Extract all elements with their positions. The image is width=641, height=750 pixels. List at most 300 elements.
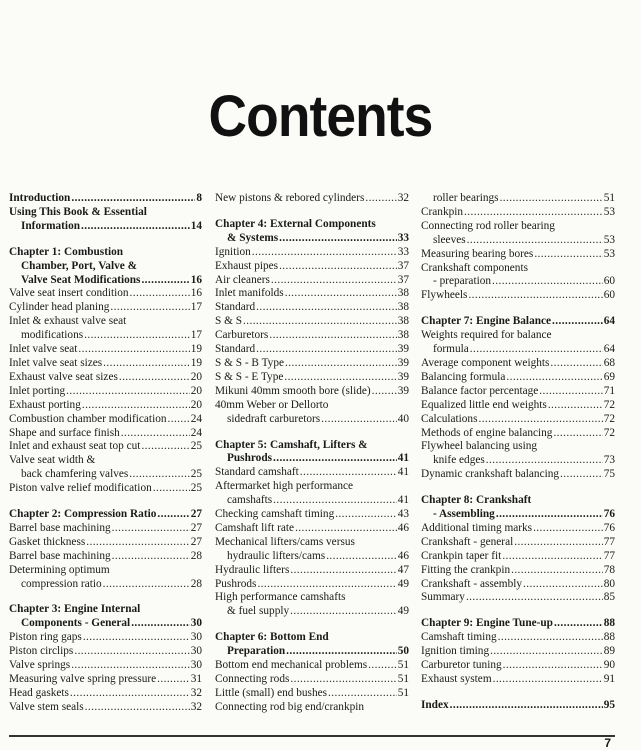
entry-title: camshafts [227, 494, 273, 507]
toc-entry [421, 357, 615, 371]
dot-leader [464, 206, 603, 220]
toc-entry [9, 631, 202, 645]
toc-entry [421, 220, 615, 248]
toc-line [215, 466, 409, 480]
entry-title: Inlet porting [9, 384, 66, 397]
dot-leader [498, 631, 603, 645]
entry-page: 16 [190, 287, 202, 300]
dot-leader [141, 274, 189, 288]
entry-page: 16 [190, 273, 202, 286]
dot-leader [157, 508, 189, 522]
entry-title: Measuring valve spring pressure [9, 673, 157, 685]
toc-line [421, 631, 615, 645]
toc-line [421, 371, 615, 385]
entry-title: back chamfering valves [21, 468, 129, 481]
toc-column-2 [215, 192, 409, 715]
toc-line [215, 343, 409, 357]
dot-leader [269, 329, 396, 343]
dot-leader [511, 564, 603, 578]
toc-line [9, 468, 202, 482]
entry-title: Average component weights [421, 356, 550, 369]
entry-title: Air cleaners [215, 273, 270, 286]
entry-page: 39 [397, 356, 409, 369]
entry-page: 20 [190, 398, 202, 411]
toc-entry [215, 564, 409, 578]
dot-leader [284, 371, 396, 385]
toc-line [421, 289, 615, 303]
entry-title: Combustion chamber modification [9, 412, 167, 425]
toc-entry [215, 578, 409, 592]
group-spacer [215, 619, 409, 631]
entry-page: 51 [397, 659, 409, 672]
entry-title-line: 40mm Weber or Dellorto [215, 398, 329, 411]
entry-title: Carburetor tuning [421, 659, 502, 672]
entry-title: Inlet and exhaust seat top cut [9, 440, 141, 453]
entry-title: S & S - B Type [215, 356, 284, 369]
entry-title-line: High performance camshafts [215, 591, 346, 604]
dot-leader [279, 260, 397, 274]
entry-page: 71 [603, 384, 615, 397]
toc-heading [421, 494, 615, 522]
entry-title: Head gaskets [9, 686, 69, 699]
entry-page: 32 [397, 192, 409, 204]
toc-entry [215, 508, 409, 522]
entry-title-line: Chapter 6: Bottom End [215, 631, 329, 644]
entry-title: Exhaust valve seat sizes [9, 370, 118, 383]
dot-leader [539, 385, 602, 399]
toc-line [9, 522, 202, 536]
entry-page: 90 [603, 659, 615, 672]
dot-leader [372, 385, 397, 399]
dot-leader [119, 371, 190, 385]
dot-leader [81, 220, 190, 234]
dot-leader [466, 591, 603, 605]
entry-page: 8 [196, 192, 202, 204]
toc-entry [215, 659, 409, 673]
entry-page: 78 [603, 563, 615, 576]
dot-leader [368, 659, 397, 673]
toc-heading [215, 439, 409, 467]
toc-entry [421, 673, 615, 687]
toc-line [9, 508, 202, 522]
entry-page: 88 [603, 617, 615, 630]
entry-page: 51 [603, 192, 615, 204]
entry-page: 20 [190, 370, 202, 383]
entry-title-line: Chapter 1: Combustion [9, 245, 124, 258]
entry-title: Piston circlips [9, 645, 74, 658]
dot-leader [252, 246, 397, 260]
bottom-rule [9, 735, 615, 737]
toc-line [215, 357, 409, 371]
toc-entry [9, 399, 202, 413]
toc-line [421, 275, 615, 289]
dot-leader [78, 343, 189, 357]
group-spacer [9, 496, 202, 508]
entry-title-line: Chamber, Port, Valve & [21, 259, 137, 272]
entry-page: 89 [603, 645, 615, 658]
entry-title-line: Using This Book & Essential [9, 205, 147, 218]
entry-page: 95 [603, 698, 615, 711]
entry-page: 38 [397, 315, 409, 328]
toc-entry [421, 413, 615, 427]
entry-page: 75 [603, 468, 615, 481]
entry-page: 50 [397, 645, 409, 658]
entry-page: 38 [397, 329, 409, 342]
dot-leader [71, 659, 190, 673]
entry-title: Barrel base machining [9, 521, 111, 534]
toc-entry [421, 550, 615, 564]
entry-page: 72 [603, 412, 615, 425]
entry-title: Standard [215, 343, 256, 356]
group-spacer [421, 687, 615, 699]
toc-entry [9, 315, 202, 343]
dot-leader [83, 631, 190, 645]
toc-entry [9, 536, 202, 550]
entry-title: Exhaust system [421, 673, 492, 685]
entry-title: formula [433, 343, 469, 356]
toc-line [9, 673, 202, 687]
toc-entry [421, 206, 615, 220]
entry-title: Fitting the crankpin [421, 563, 511, 576]
entry-page: 30 [190, 617, 202, 630]
entry-title: sleeves [433, 233, 466, 246]
toc-entry [421, 536, 615, 550]
dot-leader [279, 232, 397, 246]
entry-title: roller bearings [433, 192, 499, 204]
toc-line [421, 522, 615, 536]
entry-title: Valve Seat Modifications [21, 273, 141, 286]
toc-heading [421, 699, 615, 713]
toc-line [421, 699, 615, 713]
entry-title: Measuring bearing bores [421, 247, 534, 260]
dot-leader [321, 413, 397, 427]
dot-leader [168, 413, 190, 427]
dot-leader [121, 427, 190, 441]
toc-entry [421, 645, 615, 659]
entry-page: 43 [397, 508, 409, 521]
entry-page: 53 [603, 205, 615, 218]
entry-title: & Systems [227, 231, 279, 244]
toc-entry [9, 454, 202, 482]
dot-leader [85, 701, 190, 715]
dot-leader [450, 699, 603, 713]
toc-line [9, 550, 202, 564]
dot-leader [503, 659, 603, 673]
toc-line [9, 220, 202, 234]
dot-leader [141, 440, 189, 454]
toc-entry [215, 192, 409, 206]
entry-title: sidedraft carburetors [227, 412, 321, 425]
dot-leader [486, 454, 603, 468]
entry-title: Hydraulic lifters [215, 563, 290, 576]
entry-page: 40 [397, 412, 409, 425]
entry-page: 49 [397, 605, 409, 618]
toc-line [9, 440, 202, 454]
toc-line [9, 536, 202, 550]
dot-leader [492, 275, 603, 289]
entry-title-line: Weights required for balance [421, 329, 552, 342]
entry-page: 51 [397, 686, 409, 699]
entry-title: Inlet valve seat [9, 343, 78, 356]
toc-entry [421, 522, 615, 536]
dot-leader [256, 301, 397, 315]
dot-leader [468, 289, 602, 303]
toc-line [215, 645, 409, 659]
group-spacer [421, 303, 615, 315]
toc-line [215, 522, 409, 536]
toc-line [421, 234, 615, 248]
dot-leader [548, 399, 603, 413]
toc-entry [421, 659, 615, 673]
toc-line [421, 591, 615, 605]
toc-entry [9, 482, 202, 496]
toc-line [215, 673, 409, 687]
toc-line [215, 413, 409, 427]
entry-title-line: Mechanical lifters/cams versus [215, 535, 355, 548]
toc-line [9, 329, 202, 343]
toc-line [421, 357, 615, 371]
toc-column-3 [421, 192, 615, 713]
dot-leader [153, 482, 190, 496]
toc-line [421, 343, 615, 357]
entry-page: 39 [397, 343, 409, 356]
entry-title: Little (small) end bushes [215, 686, 328, 699]
entry-page: 32 [190, 700, 202, 713]
entry-title: Balance factor percentage [421, 384, 539, 397]
toc-line [9, 399, 202, 413]
entry-page: 41 [397, 466, 409, 479]
toc-line [421, 536, 615, 550]
dot-leader [74, 645, 189, 659]
dot-leader [86, 536, 189, 550]
entry-page: 28 [190, 549, 202, 562]
dot-leader [82, 399, 190, 413]
entry-title: Summary [421, 591, 465, 604]
toc-line [9, 343, 202, 357]
entry-title: Standard camshaft [215, 466, 299, 479]
toc-entry [421, 385, 615, 399]
toc-line [421, 673, 615, 687]
entry-title: Exhaust pipes [215, 259, 279, 272]
entry-title: Equalized little end weights [421, 398, 547, 411]
dot-leader [273, 452, 397, 466]
toc-entry [9, 385, 202, 399]
toc-line [421, 550, 615, 564]
toc-line [215, 315, 409, 329]
toc-line [421, 617, 615, 631]
toc-line [421, 413, 615, 427]
entry-title: Pushrods [215, 577, 257, 590]
toc-entry [9, 427, 202, 441]
entry-page: 27 [190, 508, 202, 521]
entry-page: 17 [190, 301, 202, 314]
toc-entry [421, 329, 615, 357]
entry-title: Crankshaft - general [421, 535, 514, 548]
toc-line [215, 287, 409, 301]
toc-line [9, 413, 202, 427]
entry-page: 69 [603, 370, 615, 383]
entry-page: 14 [190, 219, 202, 232]
toc-line [215, 508, 409, 522]
entry-title: Information [21, 219, 80, 232]
entry-title: Exhaust porting [9, 398, 81, 411]
toc-line [9, 274, 202, 288]
toc-line [9, 482, 202, 496]
dot-leader [553, 427, 602, 441]
dot-leader [290, 605, 397, 619]
dot-leader [103, 578, 190, 592]
dot-leader [493, 673, 603, 687]
entry-page: 25 [190, 440, 202, 453]
toc-entry [215, 287, 409, 301]
entry-page: 60 [603, 275, 615, 288]
dot-leader [470, 343, 603, 357]
toc-entry [215, 329, 409, 343]
toc-line [421, 645, 615, 659]
dot-leader [478, 413, 602, 427]
entry-page: 77 [603, 535, 615, 548]
entry-title-line: Valve seat width & [9, 454, 96, 467]
entry-page: 27 [190, 521, 202, 534]
dot-leader [554, 617, 603, 631]
dot-leader [131, 617, 190, 631]
entry-title: Standard [215, 301, 256, 314]
toc-line [9, 287, 202, 301]
dot-leader [295, 522, 397, 536]
dot-leader [112, 522, 190, 536]
entry-title: S & S - E Type [215, 370, 284, 383]
entry-page: 38 [397, 301, 409, 314]
entry-title-line: Determining optimum [9, 563, 110, 576]
toc-entry [215, 385, 409, 399]
entry-page: 73 [603, 454, 615, 467]
entry-title: modifications [21, 329, 84, 342]
group-spacer [215, 206, 409, 218]
toc-line [215, 385, 409, 399]
toc-entry [215, 480, 409, 508]
dot-leader [365, 192, 396, 206]
toc-line [215, 605, 409, 619]
toc-line [421, 206, 615, 220]
entry-page: 30 [190, 659, 202, 672]
entry-title: Piston valve relief modification [9, 482, 152, 495]
entry-page: 19 [190, 356, 202, 369]
toc-entry [9, 343, 202, 357]
dot-leader [467, 234, 603, 248]
toc-line [9, 578, 202, 592]
toc-entry [215, 274, 409, 288]
dot-leader [300, 466, 397, 480]
entry-title: Flywheels [421, 289, 468, 302]
entry-page: 33 [397, 231, 409, 244]
entry-page: 72 [603, 426, 615, 439]
toc-line [421, 385, 615, 399]
entry-page: 76 [603, 521, 615, 534]
toc-entry [215, 315, 409, 329]
toc-line [9, 617, 202, 631]
entry-title: Camshaft lift rate [215, 521, 295, 534]
entry-title: Calculations [421, 412, 478, 425]
toc-line [215, 301, 409, 315]
toc-entry [9, 287, 202, 301]
toc-line [9, 659, 202, 673]
toc-line [9, 357, 202, 371]
toc-heading [9, 246, 202, 288]
dot-leader [84, 329, 190, 343]
entry-page: 53 [603, 233, 615, 246]
entry-title: Ignition [215, 245, 251, 258]
entry-title-line: Connecting rod big end/crankpin [215, 700, 365, 713]
entry-page: 68 [603, 356, 615, 369]
dot-leader [552, 315, 603, 329]
toc-line [421, 508, 615, 522]
toc-line [215, 246, 409, 260]
entry-title: - preparation [433, 275, 492, 288]
toc-line [215, 232, 409, 246]
toc-entry [9, 550, 202, 564]
entry-title: Camshaft timing [421, 631, 497, 644]
toc-entry [215, 260, 409, 274]
toc-entry [421, 564, 615, 578]
group-spacer [9, 591, 202, 603]
toc-line [9, 192, 202, 206]
toc-entry [9, 413, 202, 427]
entry-title: Valve seat insert condition [9, 287, 129, 300]
group-spacer [421, 482, 615, 494]
toc-line [215, 578, 409, 592]
entry-page: 33 [397, 245, 409, 258]
dot-leader [523, 578, 603, 592]
toc-entry [421, 262, 615, 290]
toc-line [421, 315, 615, 329]
toc-entry [9, 673, 202, 687]
toc-entry [215, 357, 409, 371]
dot-leader [290, 673, 396, 687]
toc-line [9, 645, 202, 659]
toc-heading [421, 617, 615, 631]
toc-line [215, 494, 409, 508]
toc-entry [215, 371, 409, 385]
dot-leader [130, 287, 190, 301]
dot-leader [71, 192, 195, 206]
toc-line [421, 399, 615, 413]
entry-page: 51 [397, 673, 409, 685]
dot-leader [286, 645, 397, 659]
toc-line [215, 564, 409, 578]
entry-title: compression ratio [21, 577, 102, 590]
entry-page: 39 [397, 370, 409, 383]
toc-line [215, 274, 409, 288]
entry-page: 25 [190, 468, 202, 481]
entry-title: Cylinder head planing [9, 301, 110, 314]
toc-line [215, 687, 409, 701]
entry-title: Methods of engine balancing [421, 426, 553, 439]
entry-page: 76 [603, 508, 615, 521]
toc-heading [421, 315, 615, 329]
toc-line [421, 248, 615, 262]
entry-title: Inlet manifolds [215, 287, 284, 300]
toc-line [9, 701, 202, 715]
toc-line [9, 631, 202, 645]
entry-title: Ignition timing [421, 645, 490, 658]
toc-entry [215, 687, 409, 701]
entry-page: 38 [397, 287, 409, 300]
entry-title: Components - General [21, 617, 131, 630]
entry-page: 17 [190, 329, 202, 342]
toc-entry [215, 701, 409, 715]
entry-title: & fuel supply [227, 605, 290, 618]
dot-leader [500, 192, 603, 206]
